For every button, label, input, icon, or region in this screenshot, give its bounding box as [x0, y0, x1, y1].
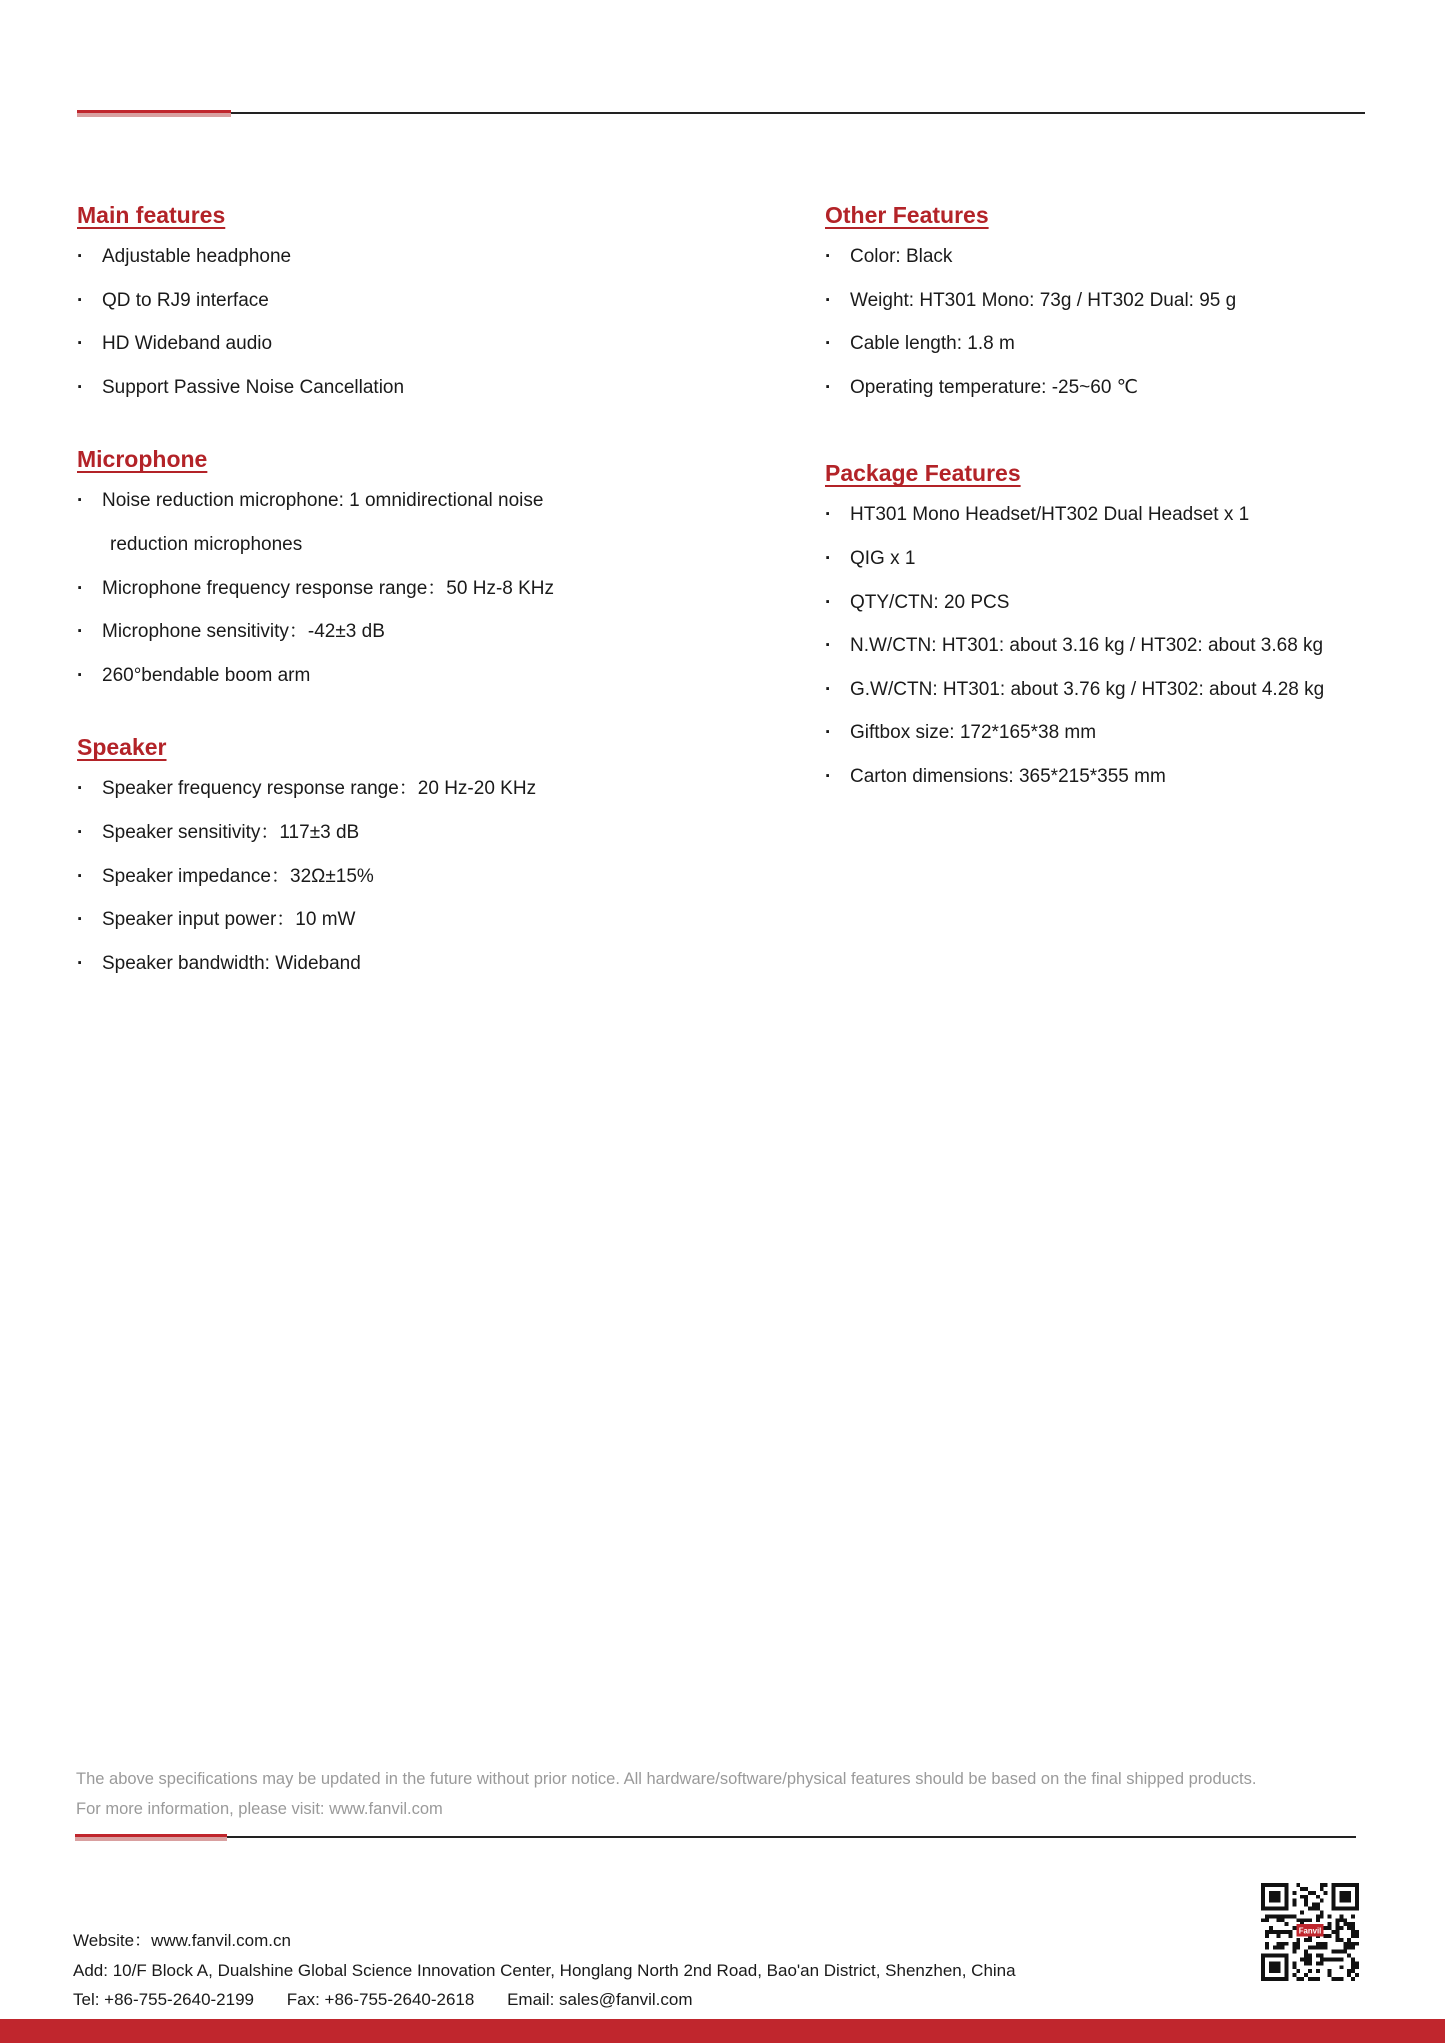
feature-item: · QD to RJ9 interface	[77, 279, 677, 323]
feature-item: · Giftbox size: 172*165*38 mm	[825, 711, 1385, 755]
left-column	[77, 195, 677, 1015]
feature-item: · Support Passive Noise Cancellation	[77, 366, 677, 410]
feature-list	[825, 493, 1385, 798]
feature-item: · Carton dimensions: 365*215*355 mm	[825, 755, 1385, 799]
feature-item: · Weight: HT301 Mono: 73g / HT302 Dual: 95 g	[825, 279, 1385, 323]
disclaimer-line-1: The above specifications may be updated in the future without prior notice. All hardware/software/physical features should be based on the final shipped products.	[76, 1770, 1257, 1788]
feature-item: · Noise reduction microphone: 1 omnidirectional noise	[77, 479, 677, 523]
feature-item: · Microphone frequency response range：50 Hz-8 KHz	[77, 567, 677, 611]
feature-item: · Speaker input power：10 mW	[77, 898, 677, 942]
feature-item: · Speaker impedance：32Ω±15%	[77, 855, 677, 899]
section-microphone	[77, 439, 677, 697]
feature-list	[77, 479, 677, 697]
right-column	[825, 195, 1385, 829]
feature-item: · Cable length: 1.8 m	[825, 322, 1385, 366]
feature-item: · Speaker sensitivity：117±3 dB	[77, 811, 677, 855]
feature-item: · HD Wideband audio	[77, 322, 677, 366]
section-title: Speaker	[77, 734, 167, 761]
feature-item: · Adjustable headphone	[77, 235, 677, 279]
footer-address: Add: 10/F Block A, Dualshine Global Science Innovation Center, Honglang North 2nd Road, Bao'an District, Shenzhen, China	[73, 1961, 1016, 1980]
section-package-features	[825, 453, 1385, 798]
feature-item: · Speaker bandwidth: Wideband	[77, 942, 677, 986]
feature-item: · QTY/CTN: 20 PCS	[825, 581, 1385, 625]
feature-item: · Microphone sensitivity：-42±3 dB	[77, 610, 677, 654]
section-title: Other Features	[825, 202, 989, 228]
feature-list	[825, 235, 1385, 409]
section-title: Package Features	[825, 460, 1021, 487]
disclaimer-line-2: For more information, please visit: www.fanvil.com	[76, 1800, 443, 1818]
feature-item: reduction microphones	[110, 533, 303, 555]
feature-item: · Color: Black	[825, 235, 1385, 279]
header-rule-accent	[77, 110, 231, 117]
feature-item: · Operating temperature: -25~60 ℃	[825, 366, 1385, 410]
feature-item: · G.W/CTN: HT301: about 3.76 kg / HT302: about 4.28 kg	[825, 668, 1385, 712]
bottom-accent-bar	[0, 2019, 1445, 2043]
feature-list	[77, 235, 677, 409]
feature-list	[77, 767, 677, 985]
feature-item: · 260°bendable boom arm	[77, 654, 677, 698]
section-title: Microphone	[77, 446, 208, 473]
section-speaker	[77, 727, 677, 985]
qr-logo-text: Fanvil	[1298, 1926, 1322, 1936]
feature-item: · QIG x 1	[825, 537, 1385, 581]
section-title: Main features	[77, 202, 226, 228]
footer-email: Email: sales@fanvil.com	[507, 1990, 693, 2009]
header-rule	[77, 112, 1365, 114]
footer-contacts	[73, 1990, 693, 2010]
footer-rule-accent	[75, 1834, 227, 1841]
footer-fax: Fax: +86-755-2640-2618	[286, 1990, 475, 2009]
feature-item: · HT301 Mono Headset/HT302 Dual Headset x 1	[825, 493, 1385, 537]
footer-rule	[75, 1836, 1356, 1838]
footer-tel: Tel: +86-755-2640-2199	[73, 1990, 254, 2009]
feature-item: · N.W/CTN: HT301: about 3.16 kg / HT302: about 3.68 kg	[825, 624, 1385, 668]
section-main-features	[77, 195, 677, 409]
feature-item: · Speaker frequency response range：20 Hz-20 KHz	[77, 767, 677, 811]
qr-code	[1261, 1883, 1359, 1981]
section-other-features	[825, 195, 1385, 409]
footer-website: Website：www.fanvil.com.cn	[73, 1931, 291, 1950]
disclaimer-note	[76, 1764, 1396, 1824]
